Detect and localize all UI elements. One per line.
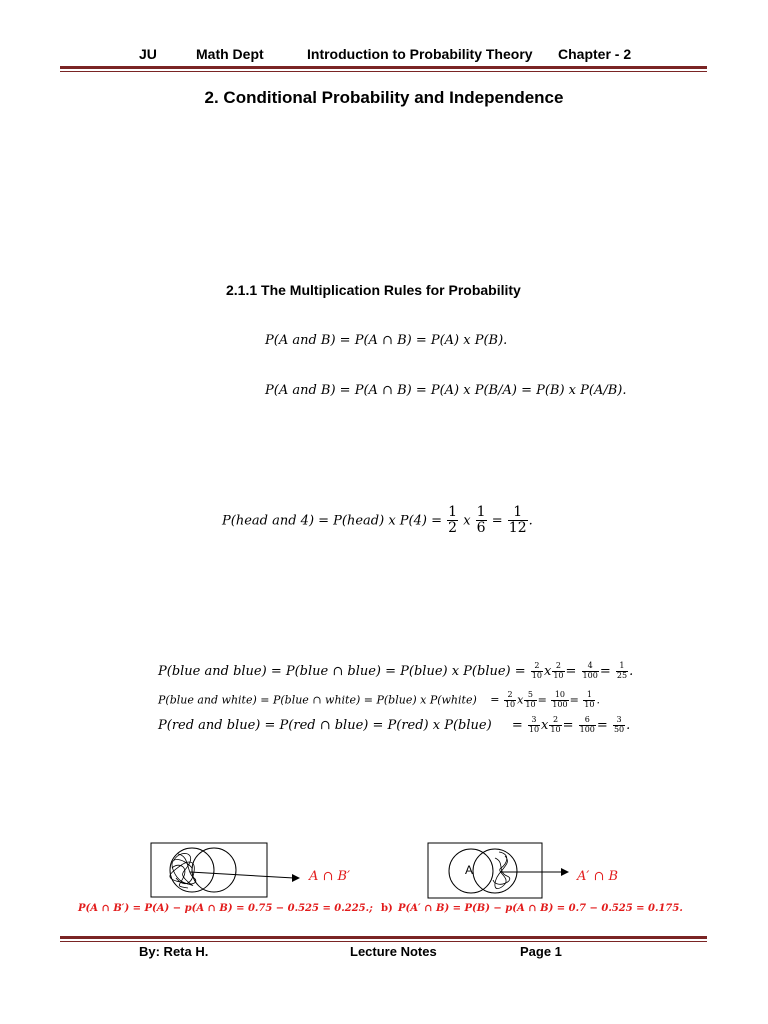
formula-head-lhs: P(head and 4) = P(head) x P(4) = [222, 513, 442, 529]
footer-rule-thick [60, 936, 707, 939]
header-course: Introduction to Probability Theory [307, 46, 533, 62]
formula-independent: P(A and B) = P(A ∩ B) = P(A) x P(B). [265, 333, 508, 348]
header-rule-thin [60, 71, 707, 72]
circle-label-a: A [465, 863, 474, 877]
equation-a-minus-b: P(A ∩ B′) = P(A) − p(A ∩ B) = 0.75 − 0.525 = 0.225.; [78, 903, 373, 914]
page-title: 2. Conditional Probability and Independence [204, 88, 564, 107]
formula-head-and-4 [222, 505, 533, 537]
header-dept: Math Dept [196, 46, 264, 62]
venn-diagram-b-not-a [427, 842, 587, 902]
fraction-sixth: $\frac{1}{6}$ [476, 504, 486, 537]
equation-b-minus-a: P(A′ ∩ B) = P(B) − p(A ∩ B) = 0.7 − 0.525 = 0.175. [398, 903, 683, 914]
equation-b-prefix: b) [381, 903, 393, 914]
header-rule-thick [60, 66, 707, 69]
footer-type: Lecture Notes [350, 944, 437, 959]
label-a-intersect-b-complement: A ∩ B′ [309, 869, 351, 884]
fraction-half: $\frac{1}{2}$ [448, 504, 458, 537]
period: . [528, 513, 533, 529]
footer-page: Page 1 [520, 944, 562, 959]
shading-scribble [493, 852, 510, 889]
example-blue-blue: P(blue and blue) = P(blue ∩ blue) = P(blue) x P(blue) = $\frac{2}{10}$ x $\frac{2}{10}$ = $\frac{4}{100}$ = $\frac{1}{25}$ . [158, 661, 634, 680]
header-chapter: Chapter - 2 [558, 46, 632, 62]
footer-author: By: Reta H. [139, 944, 209, 959]
example-text: P(blue and blue) = P(blue ∩ blue) = P(blue) x P(blue) = [158, 663, 526, 679]
example-text: P(red and blue) = P(red ∩ blue) = P(red) x P(blue) [158, 717, 492, 733]
header-school: JU [139, 46, 157, 62]
equals-sign: = [491, 513, 503, 529]
example-text: P(blue and white) = P(blue ∩ white) = P(blue) x P(white) [158, 693, 477, 707]
label-a-complement-intersect-b: A′ ∩ B [577, 869, 619, 884]
times-sign: x [463, 513, 471, 529]
example-red-blue: P(red and blue) = P(red ∩ blue) = P(red) x P(blue) = $\frac{3}{10}$ x $\frac{2}{10}$ = $\frac{6}{100}$ = $\frac{3}{50}$ . [158, 715, 631, 734]
formula-dependent: P(A and B) = P(A ∩ B) = P(A) x P(B/A) = P(B) x P(A/B). [265, 383, 627, 398]
footer-rule-thin [60, 941, 707, 942]
venn-diagram-a-not-b [150, 842, 310, 902]
fraction-twelfth: $\frac{1}{12}$ [508, 504, 527, 537]
section-heading: 2.1.1 The Multiplication Rules for Probability [226, 282, 521, 298]
example-blue-white: P(blue and white) = P(blue ∩ white) = P(blue) x P(white) = $\frac{2}{10}$ x $\frac{5}{10}$ = $\frac{10}{100}$ = $\frac{1}{10}$ . [158, 690, 600, 709]
